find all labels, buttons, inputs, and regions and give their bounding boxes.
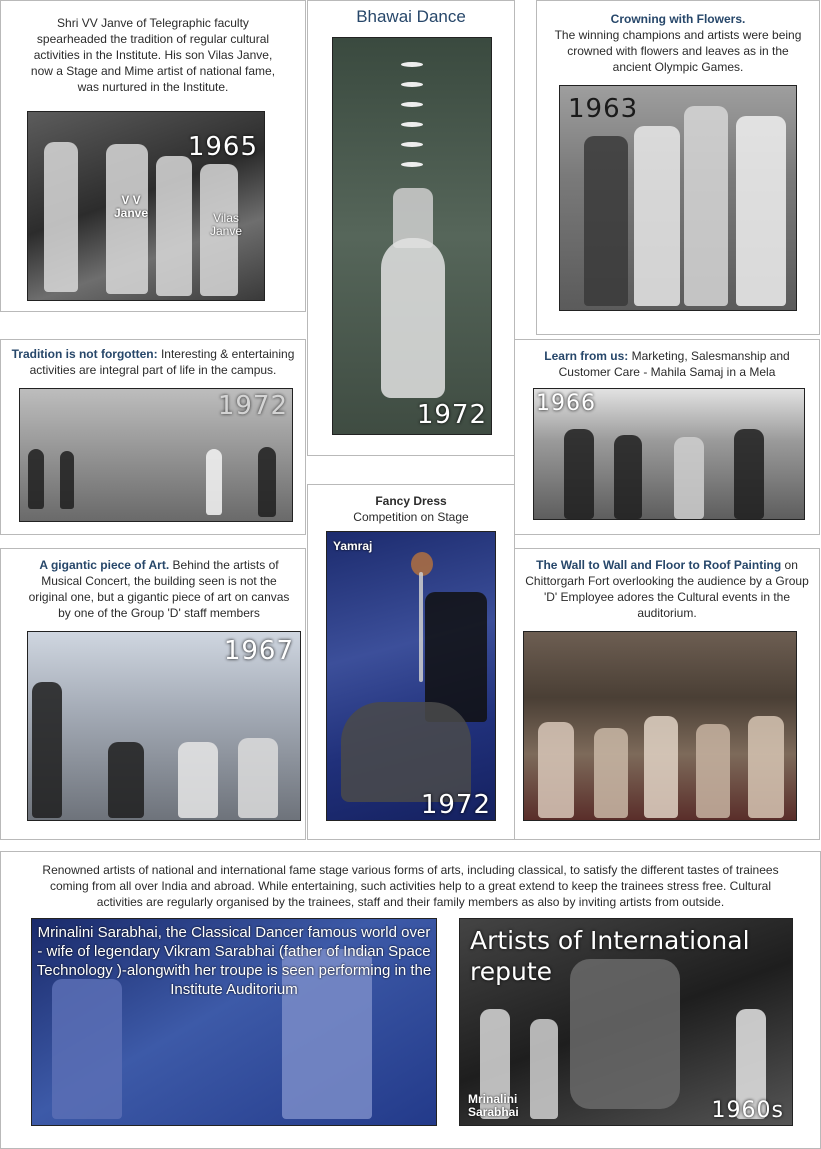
fancy-caption: Competition on Stage — [353, 510, 469, 524]
wall-text: on Chittorgarh Fort overlooking the audience by a Group 'D' Employee adores the Cultural events in the auditorium. — [525, 558, 809, 620]
panel-fancy-dress — [307, 484, 515, 840]
art-text: Behind the artists of Musical Concert, the building seen is not the original one, but a gigantic piece of art on canvas by one of the Group 'D' staff members — [28, 558, 290, 620]
sarabhai-troupe-photo — [31, 918, 437, 1126]
learn-text: Marketing, Salesmanship and Customer Care - Mahila Samaj in a Mela — [558, 349, 790, 379]
janve-year: 1965 — [187, 132, 258, 162]
crowning-year: 1963 — [568, 94, 639, 124]
panel-bhawai — [307, 0, 515, 456]
art-year: 1967 — [223, 636, 294, 666]
fancy-title: Fancy Dress — [375, 494, 447, 508]
tradition-year: 1972 — [217, 391, 288, 421]
panel-wall-painting — [514, 548, 820, 840]
international-title: Artists of International repute — [470, 926, 750, 986]
international-artists-photo — [459, 918, 793, 1126]
wall-photo — [523, 631, 797, 821]
janve-caption: Shri VV Janve of Telegraphic faculty spearheaded the tradition of regular cultural activities in the Institute. His son Vilas Janve, now a Stage and Mime artist of national fame, was nurtured in the Institute. — [30, 16, 276, 94]
bhawai-year: 1972 — [416, 400, 487, 430]
bhawai-title: Bhawai Dance — [356, 7, 466, 26]
learn-photo — [533, 388, 805, 520]
panel-renowned-artists — [0, 851, 821, 1149]
panel-crowning — [536, 0, 820, 335]
crowning-title: Crowning with Flowers. — [610, 12, 746, 26]
learn-caption — [531, 348, 803, 380]
art-photo — [27, 631, 301, 821]
art-caption — [27, 557, 291, 621]
panel-learn — [514, 339, 820, 535]
panel-janve — [0, 0, 306, 312]
tradition-caption — [5, 346, 301, 378]
renowned-caption: Renowned artists of national and international fame stage various forms of arts, including classical, to satisfy the different tastes of trainees coming from all over India and abroad. While entertaining, such activities help to a great extend to keep the trainees stress free. Cultural activities are regularly organised by the trainees, staff and their family members as also by inviting artists from outside. — [42, 863, 779, 909]
learn-year: 1966 — [536, 391, 596, 416]
fancy-label-yamraj: Yamraj — [333, 539, 373, 553]
janve-label-vv: V V Janve — [113, 193, 149, 220]
tradition-title: Tradition is not forgotten: — [11, 347, 158, 361]
sarabhai-overlay-text: Mrinalini Sarabhai, the Classical Dancer famous world over - wife of legendary Vikram Sarabhai (father of Indian Space Technology )-alongwith her troupe is seen performing in the Institute Auditorium — [36, 924, 432, 998]
fancy-photo — [326, 531, 496, 821]
wall-caption — [521, 557, 813, 621]
international-year: 1960s — [711, 1098, 784, 1123]
panel-gigantic-art — [0, 548, 306, 840]
art-title: A gigantic piece of Art. — [39, 558, 170, 572]
wall-title: The Wall to Wall and Floor to Roof Painting — [536, 558, 782, 572]
panel-tradition — [0, 339, 306, 535]
janve-photo — [27, 111, 265, 301]
fancy-year: 1972 — [420, 790, 491, 820]
crowning-photo — [559, 85, 797, 311]
janve-label-vilas: Vilas Janve — [209, 211, 243, 238]
tradition-text: Interesting & entertaining activities are integral part of life in the campus. — [29, 347, 295, 377]
bhawai-photo — [332, 37, 492, 435]
international-label: Mrinalini Sarabhai — [468, 1092, 519, 1119]
learn-title: Learn from us: — [544, 349, 629, 363]
tradition-photo — [19, 388, 293, 522]
crowning-caption: The winning champions and artists were being crowned with flowers and leaves as in the ancient Olympic Games. — [554, 28, 802, 74]
